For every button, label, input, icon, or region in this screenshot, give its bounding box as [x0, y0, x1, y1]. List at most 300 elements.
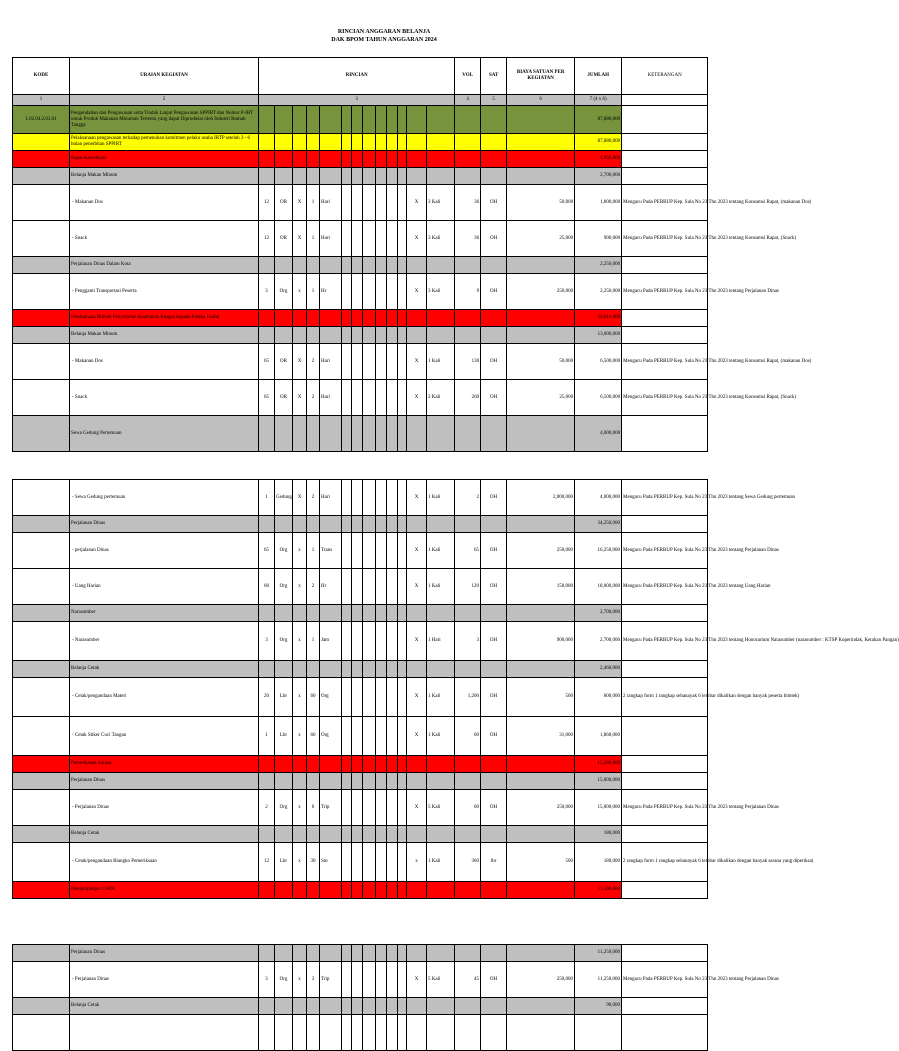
jumlah-cell: 11,250,000 — [575, 962, 622, 998]
rincian-qty2: 30 — [307, 843, 320, 882]
rincian-unit4 — [427, 717, 455, 756]
empty-cell — [376, 756, 387, 773]
empty-cell — [293, 168, 307, 185]
empty-cell — [307, 773, 320, 790]
vol-cell: 36 — [455, 221, 481, 257]
empty-cell — [320, 310, 342, 327]
rincian-empty-cell — [398, 380, 407, 416]
empty-cell — [293, 998, 307, 1015]
empty-cell — [398, 327, 407, 344]
kode-cell — [13, 756, 70, 773]
empty-cell — [387, 168, 398, 185]
rincian-times3: X — [407, 678, 427, 717]
rincian-qty2: 1 — [307, 221, 320, 257]
section-label: Belanja Makan Minum — [70, 168, 259, 185]
empty-cell — [293, 516, 307, 533]
keterangan-cell: Mengacu Pada PERBUP Kep. Sula No 23 Thn 2023 tentang Perjalanan Dinas — [622, 962, 708, 998]
keterangan-cell: Mengacu Pada PERBUP Kep. Sula No 23 Thn 2023 tentang Perjalanan Dinas — [622, 533, 708, 569]
sat-cell: OH — [481, 569, 507, 605]
rincian-qty4: 1 — [428, 494, 431, 500]
empty-cell — [481, 416, 507, 452]
empty-cell — [259, 516, 275, 533]
uraian-cell: - Pengganti Transportasi Peserta — [70, 274, 259, 310]
section-total: 34,250,000 — [575, 516, 622, 533]
empty-cell — [376, 168, 387, 185]
empty-cell — [307, 826, 320, 843]
empty-cell — [342, 416, 352, 452]
sat-cell: OH — [481, 533, 507, 569]
gray-section-row — [13, 826, 708, 843]
empty-cell — [455, 134, 481, 151]
kode-cell — [13, 998, 70, 1015]
sat-cell: OH — [481, 962, 507, 998]
empty-cell — [275, 168, 293, 185]
kode-cell — [13, 274, 70, 310]
empty-cell — [342, 661, 352, 678]
empty-cell — [507, 168, 575, 185]
empty-cell — [481, 310, 507, 327]
empty-cell — [481, 327, 507, 344]
jumlah-cell: 6,500,000 — [575, 380, 622, 416]
biaya-cell: 500 — [507, 678, 575, 717]
empty-cell — [407, 661, 427, 678]
section-total: 87,880,000 — [575, 134, 622, 151]
budget-page-1 — [12, 57, 812, 452]
rincian-unit4-label: Kali — [431, 494, 441, 500]
empty-cell — [507, 151, 575, 168]
empty-cell — [307, 327, 320, 344]
jumlah-cell: 18,000,000 — [575, 569, 622, 605]
empty-cell — [363, 605, 376, 622]
rincian-unit2: Org — [320, 717, 342, 756]
section-label: Perjalanan Dinas — [70, 945, 259, 962]
empty-cell — [427, 756, 455, 773]
rincian-unit4-label: Kali — [431, 694, 441, 699]
rincian-unit2: Org — [320, 678, 342, 717]
section-total: 11,340,000 — [575, 882, 622, 899]
gray-section-row — [13, 998, 708, 1015]
rincian-qty1 — [259, 1015, 275, 1051]
rincian-unit4-label: Kali — [431, 804, 441, 810]
empty-cell — [342, 151, 352, 168]
kode-cell — [13, 773, 70, 790]
rincian-empty-cell — [342, 344, 352, 380]
empty-cell — [387, 151, 398, 168]
section-label: Belanja Cetak — [70, 661, 259, 678]
rincian-unit2: Hari — [320, 344, 342, 380]
empty-cell — [342, 134, 352, 151]
empty-cell — [363, 134, 376, 151]
rincian-empty-cell — [398, 221, 407, 257]
empty-cell — [387, 310, 398, 327]
empty-cell — [259, 605, 275, 622]
empty-cell — [507, 416, 575, 452]
gray-section-row — [13, 327, 708, 344]
keterangan-cell — [622, 416, 708, 452]
rincian-unit2: Trip — [320, 962, 342, 998]
empty-cell — [507, 773, 575, 790]
empty-cell — [352, 168, 363, 185]
jumlah-cell: 2,250,000 — [575, 274, 622, 310]
rincian-unit2: Sm — [320, 843, 342, 882]
rincian-empty-cell — [387, 622, 398, 661]
empty-cell — [363, 998, 376, 1015]
empty-cell — [481, 106, 507, 134]
table-row — [13, 533, 708, 569]
empty-cell — [427, 151, 455, 168]
keterangan-cell: Mengacu Pada PERBUP Kep. Sula No 23 Thn 2023 tentang Konsumsi Rapat, (makanan Dos) — [622, 185, 708, 221]
rincian-qty4: 1 — [428, 638, 431, 643]
empty-cell — [293, 882, 307, 899]
gray-section-row — [13, 661, 708, 678]
empty-cell — [320, 168, 342, 185]
empty-cell — [352, 327, 363, 344]
rincian-qty2: 2 — [307, 380, 320, 416]
keterangan-cell — [622, 717, 708, 756]
rincian-unit1 — [275, 1015, 293, 1051]
empty-cell — [481, 998, 507, 1015]
empty-cell — [275, 945, 293, 962]
rincian-qty4: 5 — [428, 976, 431, 982]
empty-cell — [407, 134, 427, 151]
rincian-empty-cell — [398, 274, 407, 310]
empty-cell — [293, 945, 307, 962]
kode-cell — [13, 533, 70, 569]
vol-cell: 130 — [455, 344, 481, 380]
empty-cell — [481, 605, 507, 622]
vol-cell: 2 — [455, 480, 481, 516]
empty-cell — [407, 826, 427, 843]
empty-cell — [307, 310, 320, 327]
empty-cell — [293, 605, 307, 622]
section-label: Pelaksanaan Bimtek Penyuluhan Keamanan Pangan kepada Pelaku Usaha — [70, 310, 259, 327]
document-title-line1: RINCIAN ANGGARAN BELANJA — [337, 29, 431, 35]
rincian-unit2: Trans — [320, 533, 342, 569]
rincian-unit4-label: Kali — [431, 199, 441, 205]
rincian-qty2: 60 — [307, 678, 320, 717]
rincian-qty2: 3 — [307, 962, 320, 998]
empty-cell — [259, 327, 275, 344]
empty-cell — [387, 773, 398, 790]
empty-cell — [259, 168, 275, 185]
sat-cell — [481, 1015, 507, 1051]
empty-cell — [293, 416, 307, 452]
rincian-times3: X — [407, 569, 427, 605]
empty-cell — [342, 882, 352, 899]
column-number-2: 2 — [70, 95, 259, 106]
rincian-unit1: Org — [275, 274, 293, 310]
kode-cell — [13, 310, 70, 327]
kode-cell — [13, 168, 70, 185]
empty-cell — [307, 106, 320, 134]
empty-cell — [481, 882, 507, 899]
keterangan-cell — [622, 882, 708, 899]
empty-cell — [398, 945, 407, 962]
empty-cell — [387, 327, 398, 344]
empty-cell — [320, 826, 342, 843]
rincian-unit4-label: Kali — [431, 235, 441, 241]
empty-cell — [320, 257, 342, 274]
uraian-cell: - Cetak/pengandaan Blangko Pemeriksaan — [70, 843, 259, 882]
rincian-empty-cell — [398, 962, 407, 998]
rincian-qty1: 60 — [259, 569, 275, 605]
section-label: Rapat Koordinasi — [70, 151, 259, 168]
empty-cell — [481, 516, 507, 533]
rincian-times1: x — [293, 790, 307, 826]
empty-cell — [376, 826, 387, 843]
empty-cell — [352, 773, 363, 790]
empty-cell — [352, 945, 363, 962]
empty-cell — [387, 882, 398, 899]
table-row — [13, 344, 708, 380]
empty-cell — [342, 310, 352, 327]
uraian-cell: - Makanan Dos — [70, 185, 259, 221]
empty-cell — [352, 134, 363, 151]
keterangan-cell: Mengacu Pada PERBUP Kep. Sula No 23 Thn 2023 tentang Konsumsi Rapat, (Snack) — [622, 380, 708, 416]
empty-cell — [363, 516, 376, 533]
rincian-empty-cell — [363, 843, 376, 882]
rincian-times1: x — [293, 678, 307, 717]
empty-cell — [363, 661, 376, 678]
empty-cell — [307, 151, 320, 168]
rincian-times1: x — [293, 843, 307, 882]
empty-cell — [352, 151, 363, 168]
rincian-empty-cell — [398, 533, 407, 569]
rincian-qty2: 1 — [307, 622, 320, 661]
rincian-empty-cell — [342, 533, 352, 569]
keterangan-cell — [622, 661, 708, 678]
rincian-qty2: 1 — [307, 533, 320, 569]
rincian-empty-cell — [398, 678, 407, 717]
empty-cell — [407, 168, 427, 185]
gray-section-row — [13, 605, 708, 622]
empty-cell — [427, 257, 455, 274]
empty-cell — [363, 168, 376, 185]
rincian-unit4-label: Kali — [431, 547, 441, 553]
empty-cell — [407, 882, 427, 899]
empty-cell — [342, 257, 352, 274]
sat-cell: OH — [481, 221, 507, 257]
rincian-empty-cell — [376, 533, 387, 569]
empty-cell — [376, 151, 387, 168]
empty-cell — [320, 756, 342, 773]
empty-cell — [398, 826, 407, 843]
kode-cell — [13, 945, 70, 962]
empty-cell — [320, 106, 342, 134]
empty-cell — [407, 945, 427, 962]
kode-cell — [13, 185, 70, 221]
empty-cell — [398, 605, 407, 622]
jumlah-cell: 6,500,000 — [575, 344, 622, 380]
empty-cell — [275, 134, 293, 151]
rincian-qty1: 65 — [259, 533, 275, 569]
column-number-1: 1 — [13, 95, 70, 106]
rincian-empty-cell — [352, 480, 363, 516]
rincian-empty-cell — [376, 678, 387, 717]
empty-cell — [376, 327, 387, 344]
empty-cell — [387, 106, 398, 134]
empty-cell — [293, 134, 307, 151]
rincian-empty-cell — [363, 1015, 376, 1051]
empty-cell — [455, 826, 481, 843]
rincian-empty-cell — [376, 962, 387, 998]
empty-cell — [352, 756, 363, 773]
section-total: 180,000 — [575, 826, 622, 843]
rincian-times3: X — [407, 790, 427, 826]
empty-cell — [427, 605, 455, 622]
rincian-empty-cell — [342, 569, 352, 605]
rincian-times3: X — [407, 480, 427, 516]
empty-cell — [507, 106, 575, 134]
rincian-unit1: Org — [275, 962, 293, 998]
column-number-row — [13, 95, 708, 106]
keterangan-cell: 2 rangkap form 1 rangkap sebanayak 6 lembar dikalikan dengan banyak sarana yang diperiksa) — [622, 843, 708, 882]
rincian-times1: x — [293, 533, 307, 569]
kode-cell — [13, 1015, 70, 1051]
header-uraian: URAIAN KEGIATAN — [70, 58, 259, 95]
empty-cell — [352, 826, 363, 843]
kode-cell — [13, 661, 70, 678]
empty-cell — [398, 416, 407, 452]
rincian-unit4-label: Kali — [431, 859, 441, 864]
rincian-empty-cell — [387, 962, 398, 998]
biaya-cell: 500 — [507, 843, 575, 882]
kode-cell — [13, 257, 70, 274]
keterangan-cell: 2 rangkap form 1 rangkap sebanayak 6 lembar dikalikan dengan banyak peserta bimtek) — [622, 678, 708, 717]
rincian-empty-cell — [352, 344, 363, 380]
budget-page-2 — [12, 479, 899, 899]
empty-cell — [427, 327, 455, 344]
empty-cell — [455, 416, 481, 452]
budget-table-page-3 — [12, 944, 779, 1051]
rincian-unit4 — [427, 274, 455, 310]
rincian-empty-cell — [342, 1015, 352, 1051]
empty-cell — [398, 756, 407, 773]
rincian-unit2: Hr — [320, 274, 342, 310]
rincian-empty-cell — [387, 344, 398, 380]
rincian-times1: x — [293, 622, 307, 661]
empty-cell — [407, 516, 427, 533]
uraian-cell: - Perjalanan Dinas — [70, 962, 259, 998]
sat-cell: OH — [481, 678, 507, 717]
table-row — [13, 480, 708, 516]
empty-cell — [363, 882, 376, 899]
keterangan-cell — [622, 605, 708, 622]
rincian-empty-cell — [363, 274, 376, 310]
uraian-cell: - Perjalanan Dinas — [70, 790, 259, 826]
empty-cell — [293, 327, 307, 344]
kode-cell: 1.02.04.2.03.01 — [13, 106, 70, 134]
empty-cell — [293, 661, 307, 678]
rincian-qty2: 6 — [307, 790, 320, 826]
rincian-qty1: 12 — [259, 221, 275, 257]
table-row — [13, 380, 708, 416]
table-header-row — [13, 58, 708, 95]
empty-cell — [507, 882, 575, 899]
empty-cell — [363, 327, 376, 344]
empty-cell — [342, 998, 352, 1015]
rincian-unit1: Org — [275, 790, 293, 826]
empty-cell — [259, 773, 275, 790]
rincian-empty-cell — [398, 185, 407, 221]
empty-cell — [320, 327, 342, 344]
section-total: 13,000,000 — [575, 327, 622, 344]
kode-cell — [13, 516, 70, 533]
empty-cell — [259, 945, 275, 962]
rincian-empty-cell — [376, 185, 387, 221]
header-vol: VOL — [455, 58, 481, 95]
uraian-cell: - Uang Harian — [70, 569, 259, 605]
jumlah-cell: 900,000 — [575, 221, 622, 257]
rincian-empty-cell — [363, 533, 376, 569]
sat-cell: OH — [481, 790, 507, 826]
biaya-cell: 900,000 — [507, 622, 575, 661]
rincian-qty4: 1 — [428, 859, 431, 864]
empty-cell — [363, 106, 376, 134]
rincian-empty-cell — [387, 717, 398, 756]
section-label: Belanja Makan Minum — [70, 327, 259, 344]
rincian-empty-cell — [363, 480, 376, 516]
empty-cell — [352, 257, 363, 274]
rincian-empty-cell — [387, 1015, 398, 1051]
empty-cell — [275, 826, 293, 843]
rincian-unit1: Org — [275, 622, 293, 661]
vol-cell: 1,200 — [455, 678, 481, 717]
empty-cell — [352, 882, 363, 899]
rincian-unit4 — [427, 344, 455, 380]
empty-cell — [307, 882, 320, 899]
empty-cell — [342, 773, 352, 790]
keterangan-cell: Mengacu Pada PERBUP Kep. Sula No 23 Thn 2023 tentang Perjalanan Dinas — [622, 790, 708, 826]
uraian-cell: - Narasumber — [70, 622, 259, 661]
empty-cell — [342, 327, 352, 344]
empty-cell — [275, 106, 293, 134]
empty-cell — [293, 310, 307, 327]
rincian-empty-cell — [363, 221, 376, 257]
empty-cell — [376, 134, 387, 151]
keterangan-cell — [622, 945, 708, 962]
rincian-unit4 — [427, 380, 455, 416]
vol-cell: 45 — [455, 962, 481, 998]
header-rincian: RINCIAN — [259, 58, 455, 95]
vol-cell — [455, 1015, 481, 1051]
rincian-times1 — [293, 1015, 307, 1051]
uraian-cell: - perjalanan Dinas — [70, 533, 259, 569]
rincian-unit4-label: Kali — [431, 288, 441, 294]
rincian-empty-cell — [363, 962, 376, 998]
keterangan-cell — [622, 310, 708, 327]
kode-cell — [13, 717, 70, 756]
uraian-cell: - Makanan Dos — [70, 344, 259, 380]
biaya-cell: 150,000 — [507, 569, 575, 605]
empty-cell — [387, 756, 398, 773]
rincian-times1: X — [293, 344, 307, 380]
uraian-cell: - Sewa Gedung pertemuan — [70, 480, 259, 516]
green-section-row — [13, 106, 708, 134]
biaya-cell: 25,000 — [507, 221, 575, 257]
empty-cell — [507, 756, 575, 773]
rincian-empty-cell — [363, 185, 376, 221]
empty-cell — [481, 826, 507, 843]
empty-cell — [342, 756, 352, 773]
kode-cell — [13, 480, 70, 516]
keterangan-cell — [622, 826, 708, 843]
section-label: Pelaksanaan pengawasan terhadap pemenuhan komitmen pelaku usaha IRTP setelah 3 - 6 bulan penerbitan SPPIRT — [70, 134, 259, 151]
rincian-qty2: 1 — [307, 274, 320, 310]
section-total: 2,250,000 — [575, 257, 622, 274]
empty-cell — [481, 661, 507, 678]
rincian-unit2 — [320, 1015, 342, 1051]
